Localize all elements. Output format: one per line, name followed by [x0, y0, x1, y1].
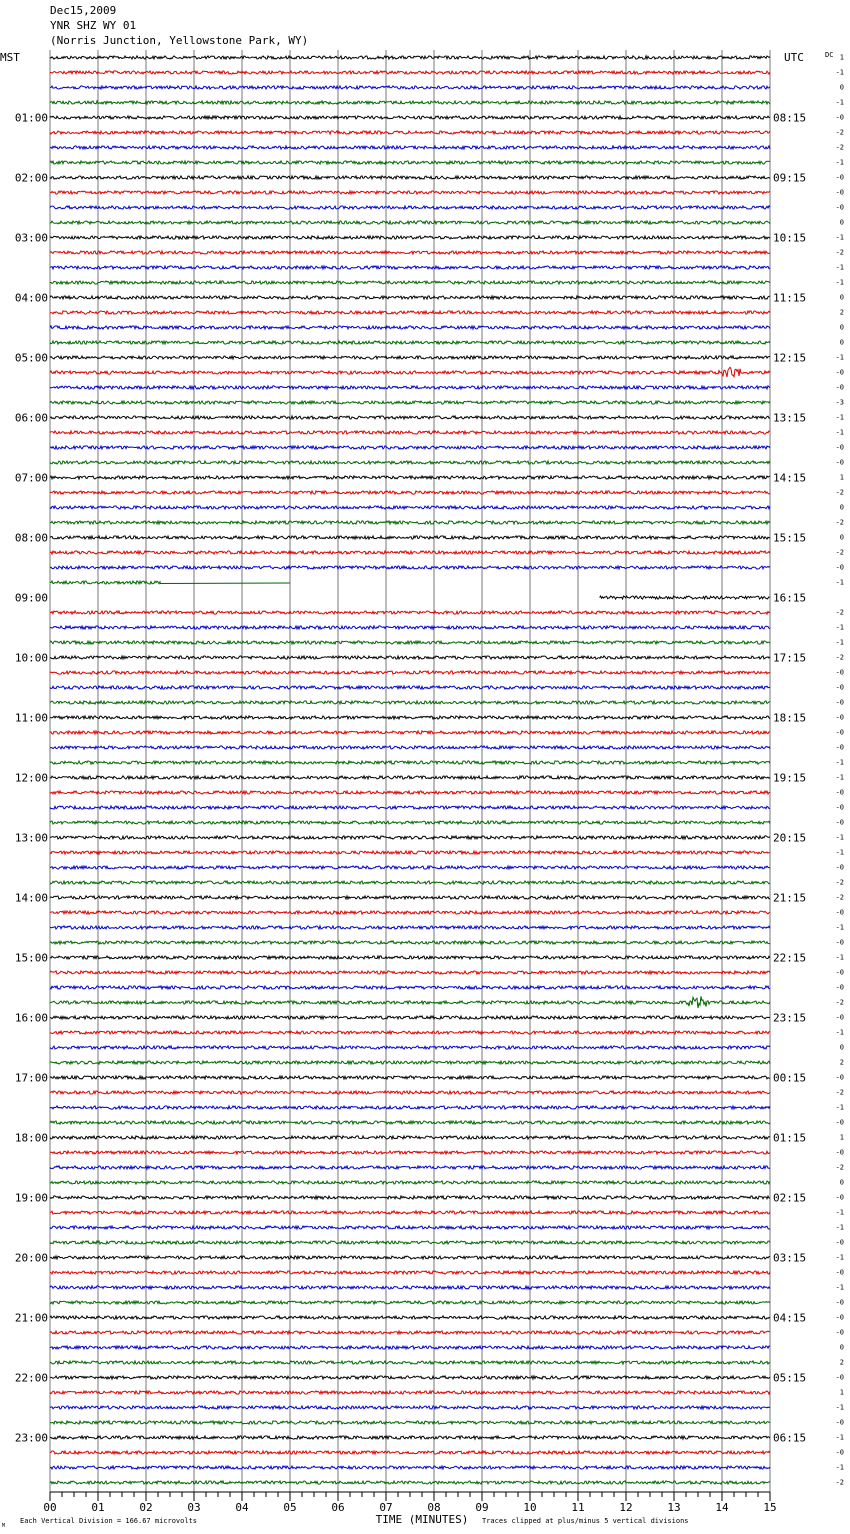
trace-line	[50, 761, 770, 764]
dc-offset-label: -1	[835, 1223, 844, 1232]
trace-line	[50, 191, 770, 194]
trace-line	[50, 71, 770, 74]
dc-offset-label: -0	[835, 113, 844, 122]
trace-line	[50, 1286, 770, 1289]
utc-hour-label: 12:15	[773, 351, 807, 365]
trace-line	[50, 996, 770, 1008]
trace-line	[50, 1031, 770, 1034]
mst-hour-label: 19:00	[14, 1191, 48, 1205]
dc-offset-label: -2	[835, 998, 844, 1007]
trace-line	[50, 341, 770, 344]
dc-offset-label: 0	[839, 218, 844, 227]
dc-offset-label: -0	[835, 1013, 844, 1022]
trace-line	[50, 1181, 770, 1184]
utc-hour-label: 03:15	[773, 1251, 807, 1265]
dc-offset-label: -0	[835, 563, 844, 572]
utc-hour-label: 18:15	[773, 711, 807, 725]
utc-hour-label: 13:15	[773, 411, 807, 425]
trace-line	[50, 1061, 770, 1064]
utc-hour-label: 01:15	[773, 1131, 807, 1145]
dc-offset-label: -1	[835, 953, 844, 962]
trace-group	[50, 56, 770, 1484]
x-tick-label: 14	[715, 1501, 729, 1514]
dc-offset-label: -1	[835, 848, 844, 857]
trace-line	[50, 1121, 770, 1124]
trace-line	[50, 686, 770, 689]
mst-axis-label: MST	[0, 51, 20, 64]
trace-line	[50, 1376, 770, 1379]
dc-offset-label: 1	[839, 1133, 844, 1142]
utc-hour-label: 05:15	[773, 1371, 807, 1385]
dc-offset-label: 0	[839, 503, 844, 512]
trace-line	[50, 746, 770, 749]
dc-offset-label: 0	[839, 533, 844, 542]
x-tick-label: 07	[379, 1501, 393, 1514]
dc-offset-label: -2	[835, 248, 844, 257]
utc-hour-label: 08:15	[773, 111, 807, 125]
dc-offset-label: 2	[839, 1058, 844, 1067]
trace-line	[50, 1091, 770, 1094]
dc-offset-label: -0	[835, 1193, 844, 1202]
trace-line	[50, 776, 770, 779]
trace-line	[50, 956, 770, 959]
x-tick-label: 06	[331, 1501, 345, 1514]
trace-line	[50, 56, 770, 59]
trace-line	[50, 986, 770, 989]
mst-hour-label: 18:00	[14, 1131, 48, 1145]
mst-hour-label: 17:00	[14, 1071, 48, 1085]
dc-offset-label: -1	[835, 833, 844, 842]
dc-offset-label: -0	[835, 1328, 844, 1337]
dc-offset-label: 0	[839, 1043, 844, 1052]
dc-offset-label: 0	[839, 1178, 844, 1187]
dc-offset-label: 0	[839, 1343, 844, 1352]
utc-hour-label: 22:15	[773, 951, 807, 965]
trace-line	[50, 566, 770, 569]
dc-offset-label: -2	[835, 893, 844, 902]
x-axis-title: TIME (MINUTES)	[375, 1513, 469, 1526]
trace-line	[50, 1106, 770, 1109]
dc-offset-label: -1	[835, 1103, 844, 1112]
dc-offset-label: -0	[835, 1298, 844, 1307]
trace-line	[50, 1436, 770, 1439]
x-tick-label: 15	[763, 1501, 777, 1514]
dc-offset-label: -1	[835, 353, 844, 362]
mst-hour-label: 07:00	[14, 471, 48, 485]
trace-line	[50, 1406, 770, 1409]
trace-line	[50, 671, 770, 674]
dc-offset-label: -0	[835, 743, 844, 752]
x-tick-label: 04	[235, 1501, 249, 1514]
trace-line	[50, 971, 770, 974]
mst-hour-label: 23:00	[14, 1431, 48, 1445]
trace-line	[50, 896, 770, 899]
trace-line	[50, 296, 770, 299]
utc-hour-label: 20:15	[773, 831, 807, 845]
trace-line	[50, 1136, 770, 1139]
trace-line	[50, 281, 770, 284]
trace-line	[50, 1226, 770, 1229]
footer-left-note: Each Vertical Division = 166.67 microvolts	[20, 1517, 198, 1525]
x-tick-label: 12	[619, 1501, 633, 1514]
dc-offset-label: 1	[839, 53, 844, 62]
trace-line	[50, 506, 770, 509]
trace-line	[50, 641, 770, 644]
dc-offset-label: -0	[835, 983, 844, 992]
dc-offset-label: -0	[835, 368, 844, 377]
footer-right-note: Traces clipped at plus/minus 5 vertical divisions	[482, 1517, 689, 1525]
utc-hour-label: 17:15	[773, 651, 807, 665]
dc-offset-label: -1	[835, 1253, 844, 1262]
trace-line	[50, 326, 770, 329]
utc-axis-label: UTC	[784, 51, 804, 64]
dc-offset-label: -0	[835, 863, 844, 872]
x-tick-label: 00	[43, 1501, 57, 1514]
trace-line	[50, 1241, 770, 1244]
dc-offset-label: -0	[835, 1373, 844, 1382]
x-tick-label: 08	[427, 1501, 441, 1514]
trace-line	[50, 536, 770, 539]
header-station: YNR SHZ WY 01	[50, 19, 137, 32]
trace-line	[50, 206, 770, 209]
utc-hour-label: 11:15	[773, 291, 807, 305]
utc-hour-label: 16:15	[773, 591, 807, 605]
utc-hour-label: 19:15	[773, 771, 807, 785]
dc-offset-label: -1	[835, 428, 844, 437]
utc-hour-label: 02:15	[773, 1191, 807, 1205]
utc-hour-label: 21:15	[773, 891, 807, 905]
trace-line	[50, 1466, 770, 1469]
mst-hour-label: 14:00	[14, 891, 48, 905]
trace-line	[50, 1151, 770, 1154]
dc-offset-label: -2	[835, 548, 844, 557]
trace-line	[50, 851, 770, 854]
trace-line	[50, 1211, 770, 1214]
trace-line	[50, 866, 770, 869]
x-tick-label: 11	[571, 1501, 585, 1514]
dc-offset-label: 1	[839, 473, 844, 482]
header-location: (Norris Junction, Yellowstone Park, WY)	[50, 34, 309, 47]
dc-offset-label: -1	[835, 1403, 844, 1412]
trace-line	[50, 611, 770, 614]
trace-line	[50, 791, 770, 794]
trace-line	[50, 926, 770, 929]
trace-line	[50, 701, 770, 704]
dc-offset-label: -1	[835, 638, 844, 647]
trace-line	[50, 716, 770, 719]
minute-grid	[50, 50, 770, 1492]
mst-hour-label: 08:00	[14, 531, 48, 545]
trace-line	[50, 161, 770, 164]
trace-line	[50, 1481, 770, 1484]
trace-line	[50, 1166, 770, 1169]
utc-hour-label: 23:15	[773, 1011, 807, 1025]
dc-offset-label: -0	[835, 728, 844, 737]
dc-offset-label: -2	[835, 608, 844, 617]
dc-offset-label: -0	[835, 818, 844, 827]
dc-offset-label: -0	[835, 458, 844, 467]
dc-offset-label: -0	[835, 908, 844, 917]
mst-hour-label: 22:00	[14, 1371, 48, 1385]
dc-offset-label: -0	[835, 938, 844, 947]
trace-line	[50, 521, 770, 524]
mst-hour-label: 20:00	[14, 1251, 48, 1265]
footer-corner-mark: M	[2, 1523, 6, 1529]
trace-line	[50, 1016, 770, 1019]
dc-offset-label: 2	[839, 308, 844, 317]
trace-line	[50, 221, 770, 224]
mst-hour-label: 15:00	[14, 951, 48, 965]
utc-hour-label: 00:15	[773, 1071, 807, 1085]
trace-line	[50, 236, 770, 239]
trace-line	[50, 131, 770, 134]
dc-offset-label: -0	[835, 443, 844, 452]
dc-offset-label: 2	[839, 1358, 844, 1367]
trace-line	[50, 1316, 770, 1319]
dc-offset-label: -2	[835, 1163, 844, 1172]
x-tick-label: 03	[187, 1501, 201, 1514]
mst-hour-label: 13:00	[14, 831, 48, 845]
dc-offset-label: -0	[835, 698, 844, 707]
dc-offset-label: -1	[835, 758, 844, 767]
trace-line	[50, 656, 770, 659]
dc-offset-label: -2	[835, 878, 844, 887]
dc-offset-label: -3	[835, 398, 844, 407]
mst-hour-label: 11:00	[14, 711, 48, 725]
dc-offset-label: -2	[835, 488, 844, 497]
trace-line	[50, 1346, 770, 1349]
mst-hour-label: 06:00	[14, 411, 48, 425]
dc-offset-label: -1	[835, 1208, 844, 1217]
dc-offset-label: -0	[835, 788, 844, 797]
dc-offset-label: -1	[835, 623, 844, 632]
trace-line	[50, 1301, 770, 1304]
dc-offset-label: -0	[835, 383, 844, 392]
utc-hour-label: 06:15	[773, 1431, 807, 1445]
trace-line	[50, 251, 770, 254]
trace-line	[50, 431, 770, 434]
x-tick-label: 01	[91, 1501, 105, 1514]
trace-line	[50, 581, 290, 584]
x-tick-label: 02	[139, 1501, 153, 1514]
dc-offset-label: -0	[835, 1118, 844, 1127]
trace-line	[50, 476, 770, 479]
dc-offset-label: -0	[835, 713, 844, 722]
dc-offset-label: -0	[835, 1073, 844, 1082]
trace-line	[50, 86, 770, 89]
dc-offset-label: -2	[835, 128, 844, 137]
dc-offset-label: -1	[835, 1283, 844, 1292]
dc-offset-label: -0	[835, 668, 844, 677]
dc-offset-label: -1	[835, 1463, 844, 1472]
dc-offset-label: 0	[839, 338, 844, 347]
trace-line	[50, 731, 770, 734]
dc-offset-label: -2	[835, 1478, 844, 1487]
dc-offset-label: 0	[839, 293, 844, 302]
dc-offset-label: -0	[835, 1313, 844, 1322]
dc-header-label: DC	[825, 51, 834, 59]
dc-offset-label: -0	[835, 1418, 844, 1427]
trace-line	[50, 401, 770, 404]
trace-line	[50, 1196, 770, 1199]
trace-line	[50, 1076, 770, 1079]
dc-offset-label: -1	[835, 263, 844, 272]
trace-line	[50, 1361, 770, 1364]
trace-line	[50, 551, 770, 554]
axes	[0, 51, 844, 1529]
trace-line	[50, 1271, 770, 1274]
trace-line	[50, 881, 770, 884]
trace-line	[50, 311, 770, 314]
dc-offset-label: -1	[835, 98, 844, 107]
dc-offset-label: -0	[835, 173, 844, 182]
dc-offset-label: -0	[835, 803, 844, 812]
dc-offset-label: -0	[835, 968, 844, 977]
x-tick-label: 10	[523, 1501, 537, 1514]
trace-line	[50, 446, 770, 449]
trace-line	[50, 911, 770, 914]
trace-line	[50, 836, 770, 839]
utc-hour-label: 10:15	[773, 231, 807, 245]
mst-hour-label: 12:00	[14, 771, 48, 785]
trace-line	[50, 626, 770, 629]
dc-offset-label: -0	[835, 683, 844, 692]
dc-offset-label: -0	[835, 1268, 844, 1277]
mst-hour-label: 05:00	[14, 351, 48, 365]
trace-line	[50, 1331, 770, 1334]
dc-offset-label: -0	[835, 1148, 844, 1157]
dc-offset-label: -2	[835, 653, 844, 662]
dc-offset-label: -1	[835, 278, 844, 287]
dc-offset-label: -1	[835, 923, 844, 932]
utc-hour-label: 09:15	[773, 171, 807, 185]
dc-offset-label: -1	[835, 578, 844, 587]
dc-offset-label: 0	[839, 323, 844, 332]
dc-offset-label: -0	[835, 203, 844, 212]
trace-line	[50, 1256, 770, 1259]
trace-line	[50, 1421, 770, 1424]
trace-line	[50, 821, 770, 824]
trace-line	[50, 461, 770, 464]
trace-line	[50, 266, 770, 269]
mst-hour-label: 03:00	[14, 231, 48, 245]
trace-line	[50, 367, 770, 377]
trace-line	[50, 1451, 770, 1454]
trace-line	[50, 1046, 770, 1049]
dc-offset-label: -0	[835, 188, 844, 197]
x-tick-label: 13	[667, 1501, 681, 1514]
mst-hour-label: 09:00	[14, 591, 48, 605]
trace-line	[50, 386, 770, 389]
dc-offset-label: -2	[835, 1088, 844, 1097]
trace-line	[50, 491, 770, 494]
dc-offset-label: -1	[835, 413, 844, 422]
dc-offset-label: -1	[835, 158, 844, 167]
mst-hour-label: 16:00	[14, 1011, 48, 1025]
trace-line	[600, 596, 770, 599]
trace-line	[50, 356, 770, 359]
trace-line	[50, 101, 770, 104]
trace-line	[50, 176, 770, 179]
x-tick-label: 05	[283, 1501, 297, 1514]
dc-offset-label: -0	[835, 1238, 844, 1247]
mst-hour-label: 02:00	[14, 171, 48, 185]
trace-line	[50, 1391, 770, 1394]
trace-line	[50, 146, 770, 149]
header-date: Dec15,2009	[50, 4, 117, 17]
dc-offset-label: -1	[835, 1433, 844, 1442]
mst-hour-label: 01:00	[14, 111, 48, 125]
dc-offset-label: -1	[835, 773, 844, 782]
utc-hour-label: 14:15	[773, 471, 807, 485]
mst-hour-label: 10:00	[14, 651, 48, 665]
trace-line	[50, 941, 770, 944]
dc-offset-label: 0	[839, 83, 844, 92]
trace-line	[50, 806, 770, 809]
mst-hour-label: 04:00	[14, 291, 48, 305]
trace-line	[50, 416, 770, 419]
dc-offset-label: -2	[835, 518, 844, 527]
dc-offset-label: -2	[835, 143, 844, 152]
dc-offset-label: -1	[835, 68, 844, 77]
trace-line	[50, 116, 770, 119]
dc-offset-label: -0	[835, 1448, 844, 1457]
utc-hour-label: 15:15	[773, 531, 807, 545]
dc-offset-label: 1	[839, 1388, 844, 1397]
dc-offset-label: -1	[835, 1028, 844, 1037]
mst-hour-label: 21:00	[14, 1311, 48, 1325]
dc-offset-label: -1	[835, 233, 844, 242]
utc-hour-label: 04:15	[773, 1311, 807, 1325]
x-tick-label: 09	[475, 1501, 489, 1514]
